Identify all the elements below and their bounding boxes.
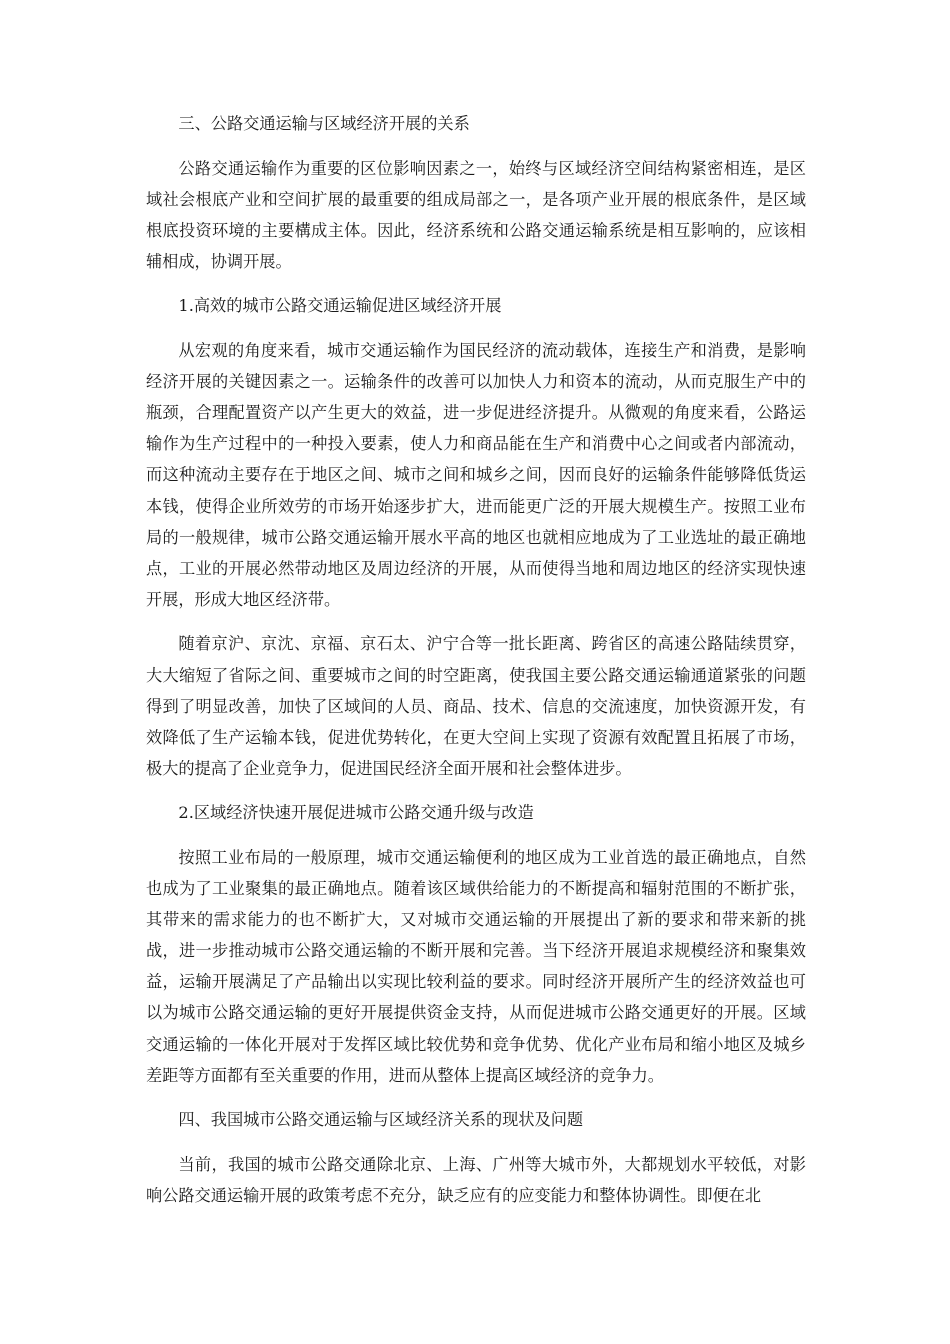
section-heading-4: 四、我国城市公路交通运输与区域经济关系的现状及问题 bbox=[178, 1110, 584, 1130]
paragraph-current-status: 当前，我国的城市公路交通除北京、上海、广州等大城市外，大都规划水平较低，对影响公路交通运输开展的政策考虑不充分，缺乏应有的应变能力和整体协调性。即便在北 bbox=[146, 1154, 806, 1205]
paragraph-industrial-layout: 按照工业布局的一般原理，城市交通运输便利的地区成为工业首选的最正确地点，自然也成为了工业聚集的最正确地点。随着该区域供给能力的不断提高和辐射范围的不断扩张，其带来的需求能力的也不断扩大，又对城市交通运输的开展提出了新的要求和带来新的挑战，进一步推动城市公路交通运输的不断开展和完善。当下经济开展追求规模经济和聚集效益，运输开展满足了产品输出以实现比较利益的要求。同时经济开展所产生的经济效益也可以为城市公路交通运输的更好开展提供资金支持，从而促进城市公路交通更好的开展。区域交通运输的一体化开展对于发挥区域比较优势和竞争优势、优化产业布局和缩小地区及城乡差距等方面都有至关重要的作用，进而从整体上提高区域经济的竞争力。 bbox=[146, 847, 806, 1085]
paragraph-macro-micro: 从宏观的角度来看，城市交通运输作为国民经济的流动载体，连接生产和消费，是影响经济开展的关键因素之一。运输条件的改善可以加快人力和资本的流动，从而克服生产中的瓶颈，合理配置资产以产生更大的效益，进一步促进经济提升。从微观的角度来看，公路运输作为生产过程中的一种投入要素，使人力和商品能在生产和消费中心之间或者内部流动，而这种流动主要存在于地区之间、城市之间和城乡之间，因而良好的运输条件能够降低货运本钱，使得企业所效劳的市场开始逐步扩大，进而能更广泛的开展大规模生产。按照工业布局的一般规律，城市公路交通运输开展水平高的地区也就相应地成为了工业选址的最正确地点，工业的开展必然带动地区及周边经济的开展，从而使得当地和周边地区的经济实现快速开展，形成大地区经济带。 bbox=[146, 341, 806, 609]
subsection-heading-2: 2.区域经济快速开展促进城市公路交通升级与改造 bbox=[178, 803, 534, 823]
paragraph-section3-intro: 公路交通运输作为重要的区位影响因素之一，始终与区域经济空间结构紧密相连，是区域社会根底产业和空间扩展的最重要的组成局部之一，是各项产业开展的根底条件，是区域根底投资环境的主要構成主体。因此，经济系统和公路交通运输系统是相互影响的，应该相辅相成，协调开展。 bbox=[146, 158, 806, 271]
section-heading-3: 三、公路交通运输与区域经济开展的关系 bbox=[178, 114, 470, 133]
document-body bbox=[146, 108, 806, 1225]
paragraph-expressways: 随着京沪、京沈、京福、京石太、沪宁合等一批长距离、跨省区的高速公路陆续贯穿，大大缩短了省际之间、重要城市之间的时空距离，使我国主要公路交通运输通道紧张的问题得到了明显改善，加快了区域间的人员、商品、技术、信息的交流速度，加快资源开发，有效降低了生产运输本钱，促进优势转化，在更大空间上实现了资源有效配置且拓展了市场，极大的提高了企业竞争力，促进国民经济全面开展和社会整体进步。 bbox=[146, 634, 806, 778]
subsection-heading-1: 1.高效的城市公路交通运输促进区域经济开展 bbox=[178, 296, 502, 316]
